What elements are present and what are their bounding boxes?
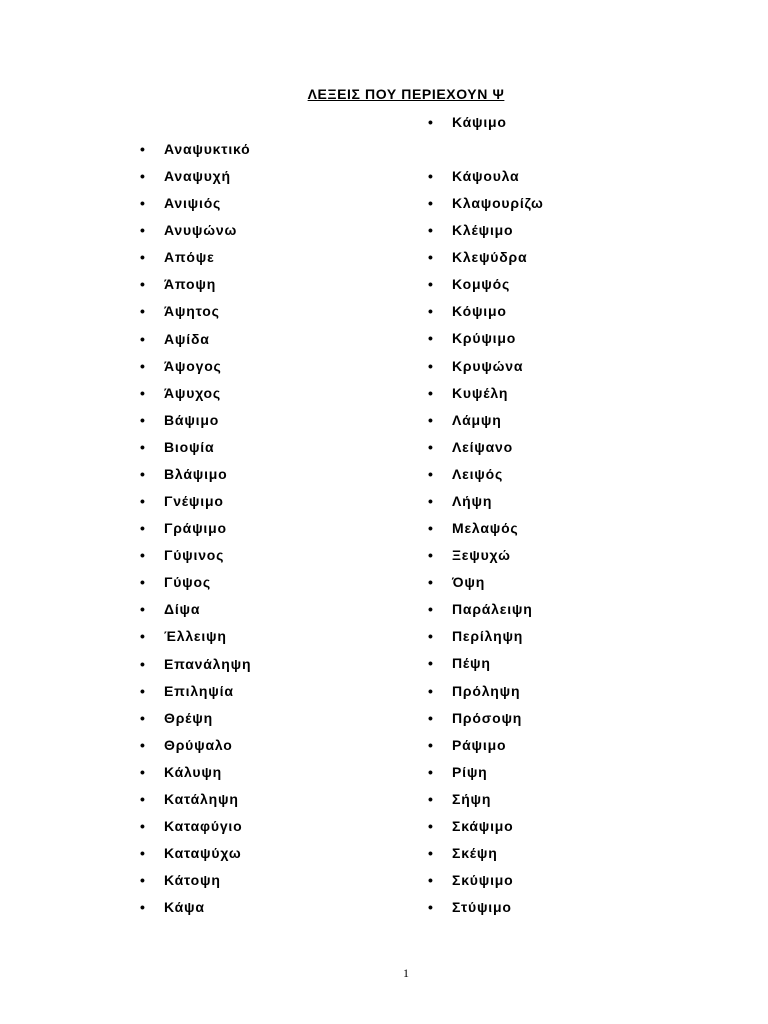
bullet: • [140,763,146,780]
word: Λειψός [452,465,504,482]
word: Κομψός [452,276,511,293]
word: Σκέψη [452,845,498,861]
bullet: • [428,195,434,212]
bullet: • [428,601,434,618]
word: Θρέψη [164,709,213,726]
bullet: • [428,330,434,347]
bullet: • [140,547,146,564]
bullet: • [140,872,146,889]
word: Λείψανο [452,438,513,455]
word: Κλέψιμο [452,222,514,239]
word: Γύψινος [164,547,225,564]
bullet: • [140,357,146,374]
word: Επιληψία [164,682,234,699]
bullet: • [428,384,434,401]
word: Ανυψώνω [164,222,238,239]
bullet: • [140,222,146,239]
bullet: • [428,168,434,184]
bullet: • [140,493,146,510]
bullet: • [428,411,434,428]
bullet: • [140,818,146,834]
bullet: • [140,330,146,347]
word: Άψυχος [164,384,221,401]
bullet: • [140,628,146,645]
bullet: • [428,763,434,780]
word: Γνέψιμο [164,493,224,510]
bullet: • [140,411,146,428]
bullet: • [428,222,434,239]
bullet: • [428,303,434,320]
bullet: • [140,465,146,482]
bullet: • [428,682,434,699]
word: Σκύψιμο [452,872,514,889]
bullet: • [428,817,434,834]
bullet: • [140,520,146,537]
word: Επανάληψη [164,655,252,672]
word: Ρίψη [452,763,488,780]
word: Απόψε [164,249,215,266]
page-number: 1 [403,966,409,980]
word: Καταψύχω [164,845,242,862]
word: Κάψα [164,899,205,916]
bullet: • [140,682,146,699]
bullet: • [428,736,434,753]
bullet: • [140,438,146,455]
word: Βάψιμο [164,411,220,428]
word: Κόψιμο [452,303,507,320]
word: Κλεψύδρα [452,249,528,266]
word: Ξεψυχώ [452,547,511,564]
word: Περίληψη [452,628,524,645]
word: Βλάψιμο [164,465,228,482]
bullet: • [140,845,146,862]
word: Γράψιμο [164,520,227,537]
word: Κυψέλη [452,384,509,401]
bullet: • [428,790,434,807]
bullet: • [428,114,434,130]
word: Στύψιμο [452,899,512,916]
word: Πέψη [452,655,491,672]
bullet: • [140,141,146,157]
word: Ράψιμο [452,736,507,753]
bullet: • [140,790,146,807]
bullet: • [140,899,146,916]
bullet: • [428,628,434,645]
document-title: ΛΕΞΕΙΣ ΠΟΥ ΠΕΡΙΕΧΟΥΝ Ψ [307,86,505,102]
word: Σκάψιμο [452,817,514,834]
word: Καταφύγιο [164,818,243,834]
bullet: • [428,574,434,591]
word: Δίψα [164,601,201,618]
bullet: • [428,249,434,266]
bullet: • [140,249,146,266]
bullet: • [140,303,146,320]
word: Παράλειψη [452,601,533,618]
bullet: • [140,276,146,293]
bullet: • [428,276,434,293]
word: Πρόληψη [452,682,521,699]
word: Γύψος [164,574,211,591]
word: Θρύψαλο [164,736,233,753]
word: Ανιψιός [164,195,222,212]
bullet: • [428,899,434,916]
word: Πρόσοψη [452,709,523,726]
bullet: • [428,655,434,672]
word: Όψη [452,574,486,591]
word: Αψίδα [164,330,210,347]
word: Κάψιμο [452,114,507,130]
word: Κρύψιμο [452,330,517,347]
word: Άψητος [164,303,220,320]
word: Μελαψός [452,520,519,537]
bullet: • [140,195,146,212]
word: Κλαψουρίζω [452,195,544,212]
bullet: • [428,438,434,455]
bullet: • [140,574,146,591]
word: Λάμψη [452,411,502,428]
word: Κάψουλα [452,168,520,184]
word: Αναψυκτικό [164,141,251,157]
word: Άποψη [164,276,217,293]
bullet: • [140,384,146,401]
word: Κρυψώνα [452,357,524,374]
word: Λήψη [452,492,493,509]
bullet: • [428,492,434,509]
bullet: • [428,465,434,482]
word: Κατάληψη [164,790,239,807]
word: Κάλυψη [164,763,223,780]
word: Αναψυχή [164,168,231,185]
bullet: • [140,168,146,185]
bullet: • [140,655,146,672]
word: Κάτοψη [164,872,221,889]
word: Έλλειψη [164,628,227,645]
word: Άψογος [164,357,222,374]
word: Βιοψία [164,438,215,455]
bullet: • [140,601,146,618]
bullet: • [428,520,434,537]
bullet: • [428,709,434,726]
bullet: • [140,736,146,753]
bullet: • [428,845,434,861]
word: Σήψη [452,790,492,807]
bullet: • [428,872,434,889]
bullet: • [140,709,146,726]
bullet: • [428,547,434,564]
bullet: • [428,357,434,374]
